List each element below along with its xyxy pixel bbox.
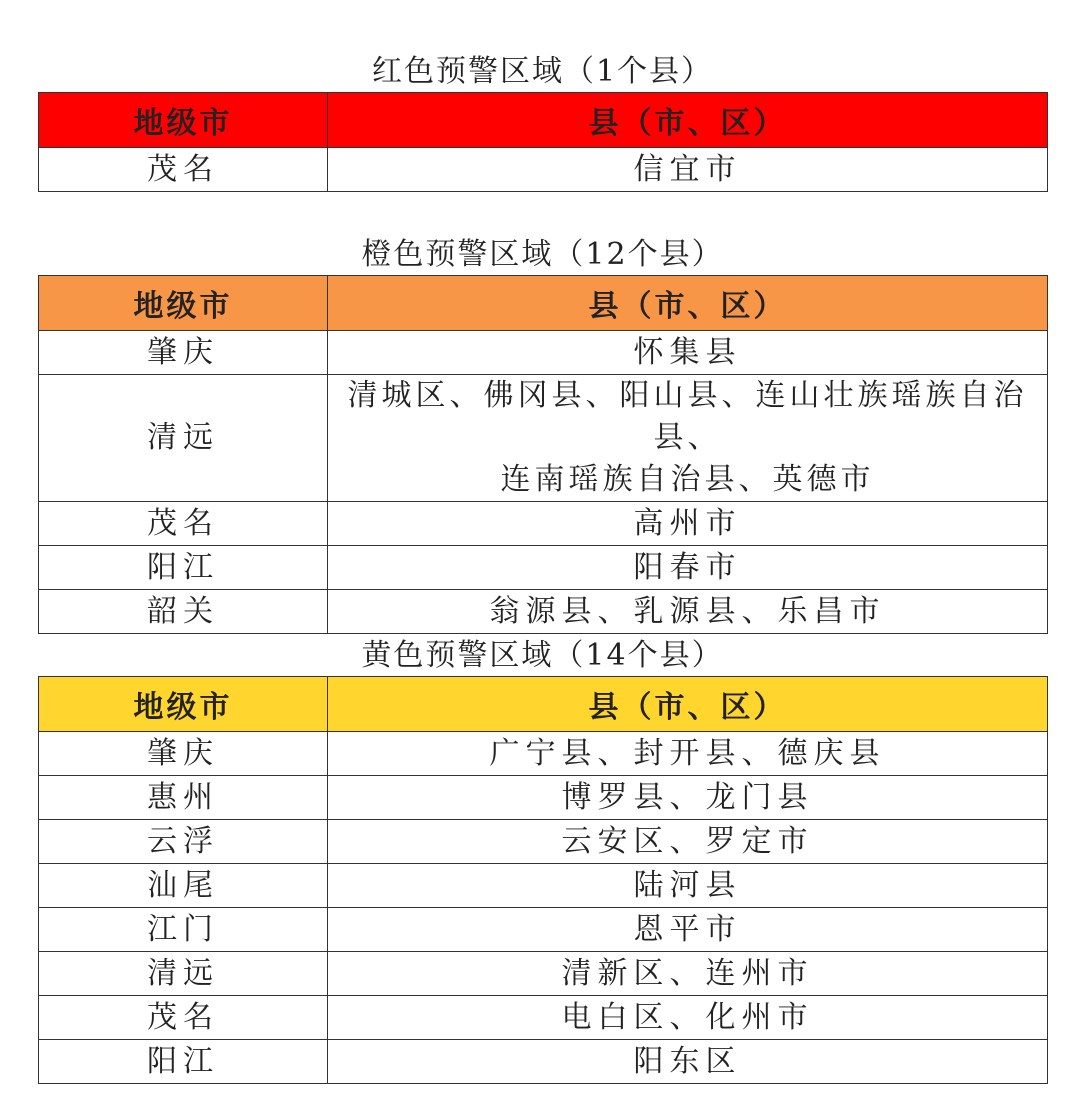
orange-warning-title: 橙色预警区域（12个县） (361, 237, 724, 272)
counties-cell: 翁源县、乳源县、乐昌市 (328, 590, 1048, 634)
table-row (39, 996, 1048, 1040)
city-cell: 茂名 (39, 996, 328, 1040)
header-city: 地级市 (39, 276, 328, 331)
red-warning-title: 红色预警区域（1个县） (371, 54, 714, 89)
table-row (39, 546, 1048, 590)
yellow-warning-title: 黄色预警区域（14个县） (361, 638, 724, 673)
city-cell: 阳江 (39, 546, 328, 590)
table-row (39, 1040, 1048, 1084)
table-row (39, 864, 1048, 908)
city-cell: 清远 (39, 375, 328, 502)
orange-warning-table (38, 275, 1048, 634)
table-row (39, 820, 1048, 864)
header-city: 地级市 (39, 677, 328, 732)
table-row (39, 502, 1048, 546)
city-cell: 肇庆 (39, 331, 328, 375)
yellow-warning-section (38, 636, 1047, 1084)
counties-cell: 云安区、罗定市 (328, 820, 1048, 864)
table-header-row (39, 276, 1048, 331)
counties-cell (328, 375, 1048, 502)
table-header-row (39, 93, 1048, 148)
counties-line: 连南瑶族自治县、英德市 (500, 462, 875, 497)
table-row (39, 590, 1048, 634)
counties-line: 清城区、佛冈县、阳山县、连山壮族瑶族自治县、 (347, 378, 1028, 455)
table-row (39, 375, 1048, 502)
counties-cell: 广宁县、封开县、德庆县 (328, 732, 1048, 776)
city-cell: 惠州 (39, 776, 328, 820)
red-warning-table (38, 92, 1048, 192)
counties-cell: 博罗县、龙门县 (328, 776, 1048, 820)
counties-cell: 阳春市 (328, 546, 1048, 590)
city-cell: 茂名 (39, 148, 328, 192)
city-cell: 肇庆 (39, 732, 328, 776)
counties-cell: 怀集县 (328, 331, 1048, 375)
table-row (39, 331, 1048, 375)
city-cell: 茂名 (39, 502, 328, 546)
red-warning-section (38, 52, 1047, 192)
counties-cell: 陆河县 (328, 864, 1048, 908)
table-row (39, 732, 1048, 776)
table-row (39, 908, 1048, 952)
orange-warning-section (38, 235, 1047, 634)
city-cell: 韶关 (39, 590, 328, 634)
table-row (39, 776, 1048, 820)
city-cell: 汕尾 (39, 864, 328, 908)
yellow-warning-table (38, 676, 1048, 1084)
table-row (39, 148, 1048, 192)
table-row (39, 952, 1048, 996)
city-cell: 云浮 (39, 820, 328, 864)
header-city: 地级市 (39, 93, 328, 148)
counties-cell: 信宜市 (328, 148, 1048, 192)
counties-cell: 恩平市 (328, 908, 1048, 952)
header-counties: 县（市、区） (328, 93, 1048, 148)
counties-cell: 高州市 (328, 502, 1048, 546)
header-counties: 县（市、区） (328, 276, 1048, 331)
city-cell: 阳江 (39, 1040, 328, 1084)
counties-cell: 电白区、化州市 (328, 996, 1048, 1040)
counties-cell: 清新区、连州市 (328, 952, 1048, 996)
counties-cell: 阳东区 (328, 1040, 1048, 1084)
header-counties: 县（市、区） (328, 677, 1048, 732)
table-header-row (39, 677, 1048, 732)
city-cell: 清远 (39, 952, 328, 996)
city-cell: 江门 (39, 908, 328, 952)
